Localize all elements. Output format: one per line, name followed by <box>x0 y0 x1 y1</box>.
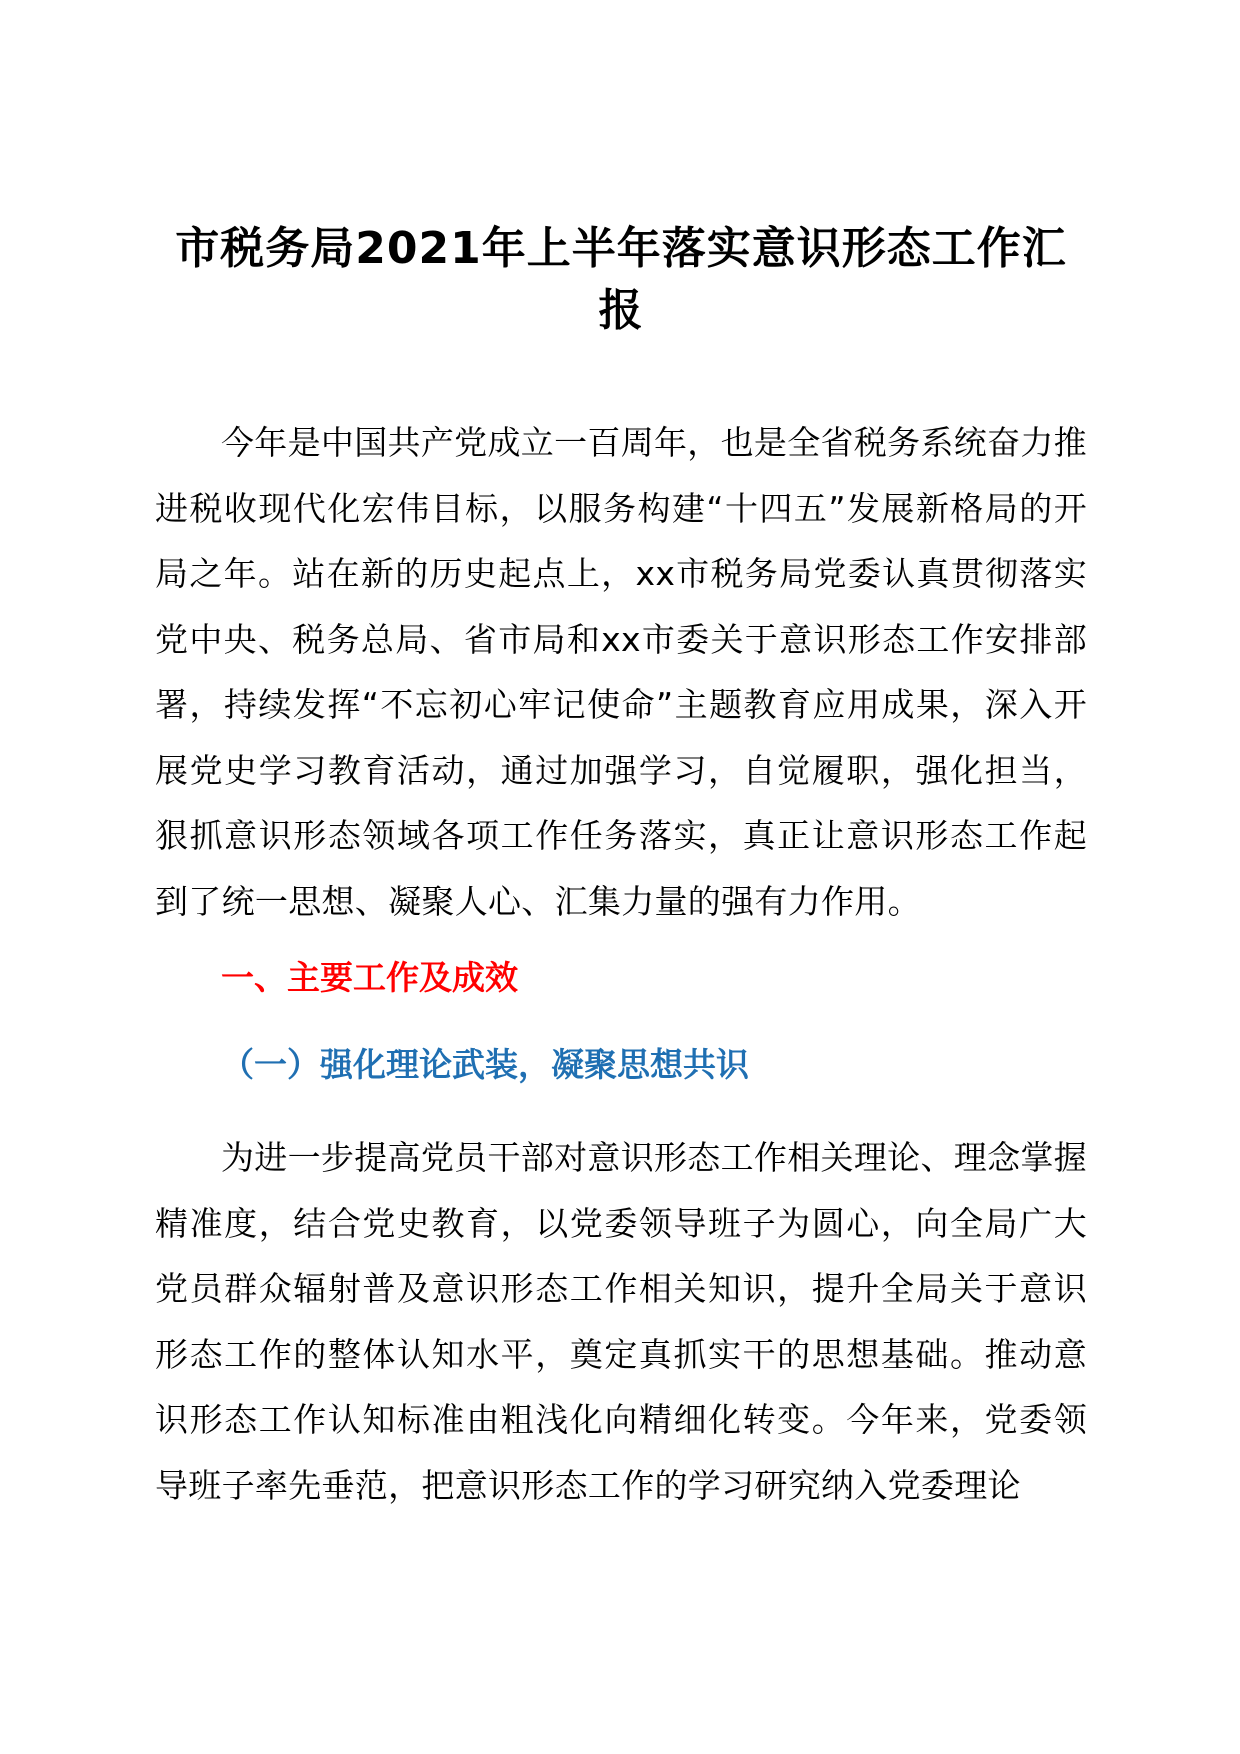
subsection-heading: （一）强化理论武装，凝聚思想共识 <box>221 1045 749 1084</box>
section-heading: 一、主要工作及成效 <box>221 958 518 997</box>
intro-paragraph: 今年是中国共产党成立一百周年，也是全省税务系统奋力推进税收现代化宏伟目标，以服务构建“十四五”发展新格局的开局之年。站在新的历史起点上，xx市税务局党委认真贯彻落实党中央、税务总局、省市局和xx市委关于意识形态工作安排部署，持续发挥“不忘初心牢记使命”主题教育应用成果，深入开展党史学习教育活动，通过加强学习，自觉履职，强化担当，狠抓意识形态领域各项工作任务落实，真正让意识形态工作起到了统一思想、凝聚人心、汇集力量的强有力作用。 <box>155 423 1087 921</box>
document-title: 市税务局2021年上半年落实意识形态工作汇报 <box>175 223 1067 336</box>
body-paragraph: 为进一步提高党员干部对意识形态工作相关理论、理念掌握精准度，结合党史教育，以党委领导班子为圆心，向全局广大党员群众辐射普及意识形态工作相关知识，提升全局关于意识形态工作的整体认知水平，奠定真抓实干的思想基础。推动意识形态工作认知标准由粗浅化向精细化转变。今年来，党委领导班子率先垂范，把意识形态工作的学习研究纳入党委理论 <box>155 1138 1087 1505</box>
